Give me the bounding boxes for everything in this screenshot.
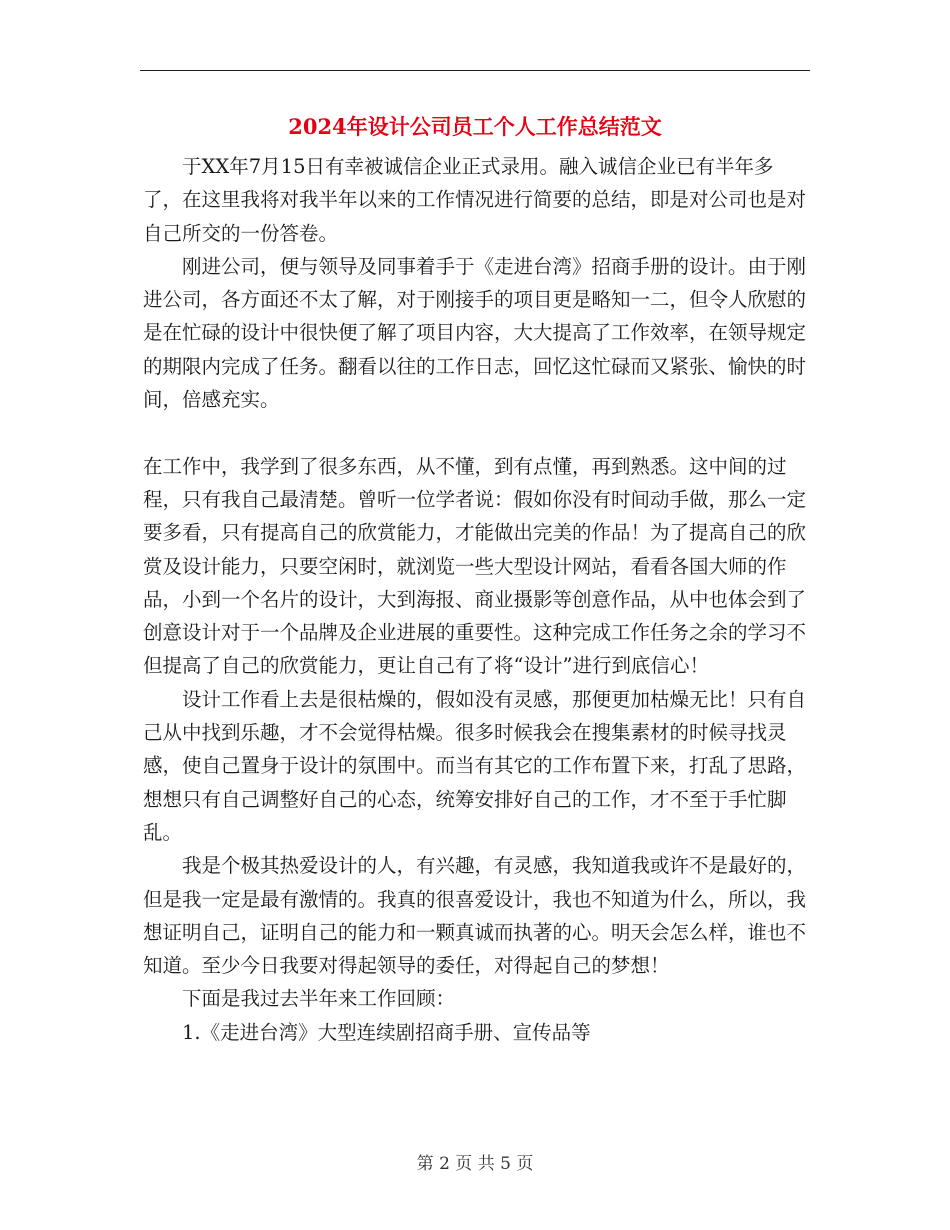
document-body — [143, 150, 807, 1049]
paragraph-inspiration: 设计工作看上去是很枯燥的，假如没有灵感，那便更加枯燥无比！只有自己从中找到乐趣，才不会觉得枯燥。很多时候我会在搜集素材的时候寻找灵感，使自己置身于设计的氛围中。而当有其它的工作布置下来，打乱了思路，想想只有自己调整好自己的心态，统筹安排好自己的工作，才不至于手忙脚乱。 — [143, 687, 807, 844]
page-number: 第 2 页 共 5 页 — [416, 1154, 534, 1174]
paragraph-passion: 我是个极其热爱设计的人，有兴趣，有灵感，我知道我或许不是最好的，但是我一定是最有激情的。我真的很喜爱设计，我也不知道为什么，所以，我想证明自己，证明自己的能力和一颗真诚而执著的心。明天会怎么样，谁也不知道。至少今日我要对得起领导的委任，对得起自己的梦想！ — [143, 854, 807, 978]
paragraph-review-intro: 下面是我过去半年来工作回顾： — [182, 987, 456, 1011]
paragraph-gap — [143, 416, 807, 449]
document-title: 2024年设计公司员工个人工作总结范文 — [288, 114, 662, 139]
paragraph-first-project: 刚进公司，便与领导及同事着手于《走进台湾》招商手册的设计。由于刚进公司，各方面还不太了解，对于刚接手的项目更是略知一二，但令人欣慰的是在忙碌的设计中很快便了解了项目内容，大大提高了工作效率，在领导规定的期限内完成了任务。翻看以往的工作日志，回忆这忙碌而又紧张、愉快的时间，倍感充实。 — [143, 254, 807, 412]
paragraph-learning: 在工作中，我学到了很多东西，从不懂，到有点懂，再到熟悉。这中间的过程，只有我自己最清楚。曾听一位学者说：假如你没有时间动手做，那么一定要多看，只有提高自己的欣赏能力，才能做出完美的作品！为了提高自己的欣赏及设计能力，只要空闲时，就浏览一些大型设计网站，看看各国大师的作品，小到一个名片的设计，大到海报、商业摄影等创意作品，从中也体会到了创意设计对于一个品牌及企业进展的重要性。这种完成工作任务之余的学习不但提高了自己的欣赏能力，更让自己有了将“设计”进行到底信心！ — [143, 454, 807, 678]
list-item: 1.《走进台湾》大型连续剧招商手册、宣传品等 — [182, 1020, 591, 1044]
paragraph-intro: 于XX年7月15日有幸被诚信企业正式录用。融入诚信企业已有半年多了，在这里我将对我半年以来的工作情况进行简要的总结，即是对公司也是对自己所交的一份答卷。 — [143, 155, 807, 245]
header-rule — [140, 70, 810, 71]
